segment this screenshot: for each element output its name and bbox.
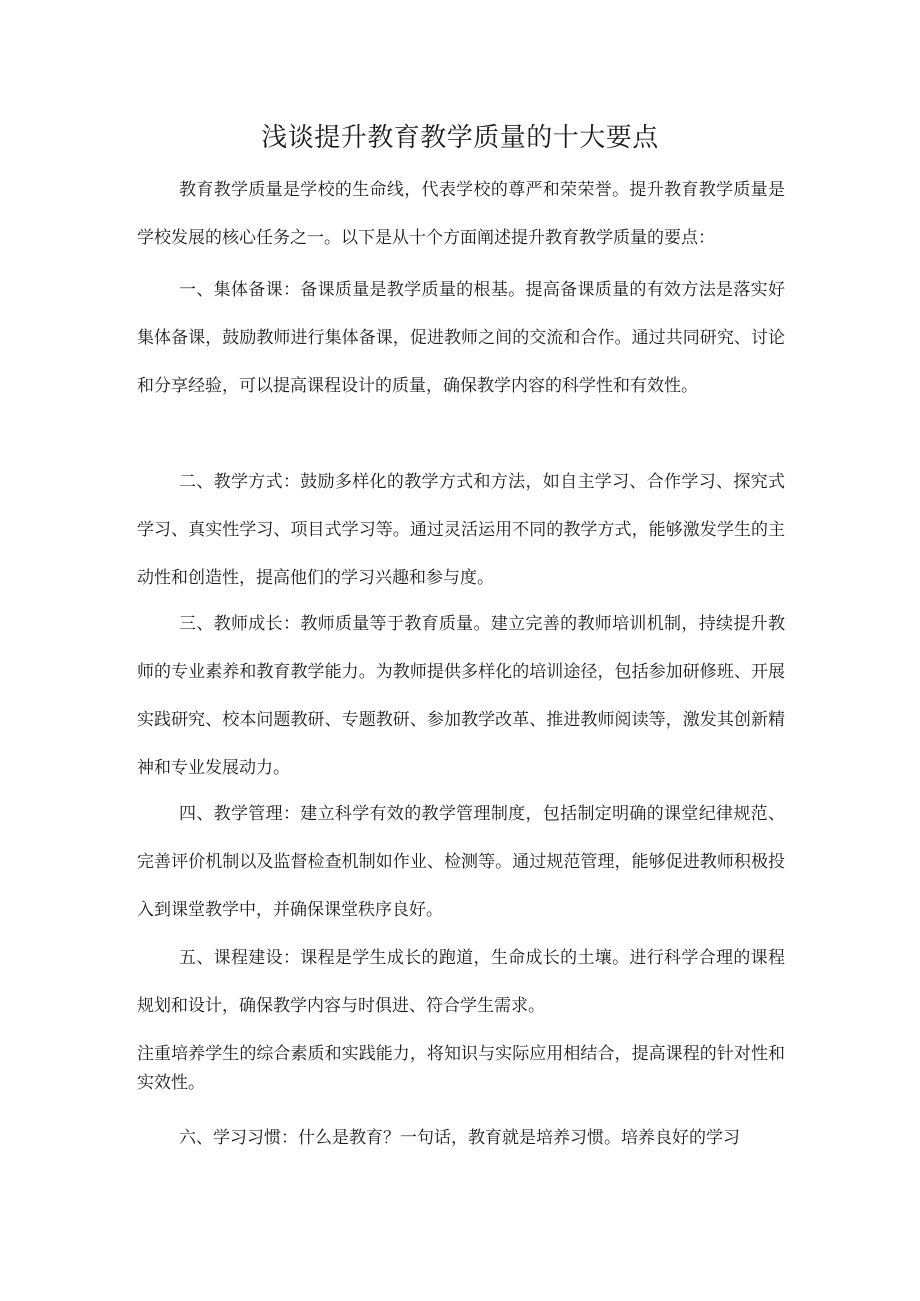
paragraph-teaching-management: 四、教学管理：建立科学有效的教学管理制度，包括制定明确的课堂纪律规范、完善评价机制以及监督检查机制如作业、检测等。通过规范管理，能够促进教师积极投入到课堂教学中，并确保课堂秩序良好。 xyxy=(137,804,785,920)
paragraph-curriculum-building: 五、课程建设：课程是学生成长的跑道，生命成长的土壤。进行科学合理的课程规划和设计，确保教学内容与时俱进、符合学生需求。 xyxy=(137,948,785,1016)
paragraph-curriculum-continued: 注重培养学生的综合素质和实践能力，将知识与实际应用相结合，提高课程的针对性和实效性。 xyxy=(137,1044,785,1093)
paragraph-learning-habits: 六、学习习惯：什么是教育？一句话，教育就是培养习惯。培养良好的学习 xyxy=(179,1128,740,1148)
paragraph-teacher-growth: 三、教师成长：教师质量等于教育质量。建立完善的教师培训机制，持续提升教师的专业素养和教育教学能力。为教师提供多样化的培训途径，包括参加研修班、开展实践研究、校本问题教研、专题教研、参加教学改革、推进教师阅读等，激发其创新精神和专业发展动力。 xyxy=(137,614,785,778)
intro-paragraph: 教育教学质量是学校的生命线，代表学校的尊严和荣荣誉。提升教育教学质量是学校发展的核心任务之一。以下是从十个方面阐述提升教育教学质量的要点： xyxy=(137,180,785,248)
paragraph-teaching-methods: 二、教学方式：鼓励多样化的教学方式和方法，如自主学习、合作学习、探究式学习、真实性学习、项目式学习等。通过灵活运用不同的教学方式，能够激发学生的主动性和创造性，提高他们的学习兴趣和参与度。 xyxy=(137,472,785,588)
document-title: 浅谈提升教育教学质量的十大要点 xyxy=(261,123,659,153)
paragraph-collective-lesson-prep: 一、集体备课：备课质量是教学质量的根基。提高备课质量的有效方法是落实好集体备课，鼓励教师进行集体备课，促进教师之间的交流和合作。通过共同研究、讨论和分享经验，可以提高课程设计的质量，确保教学内容的科学性和有效性。 xyxy=(137,280,785,396)
